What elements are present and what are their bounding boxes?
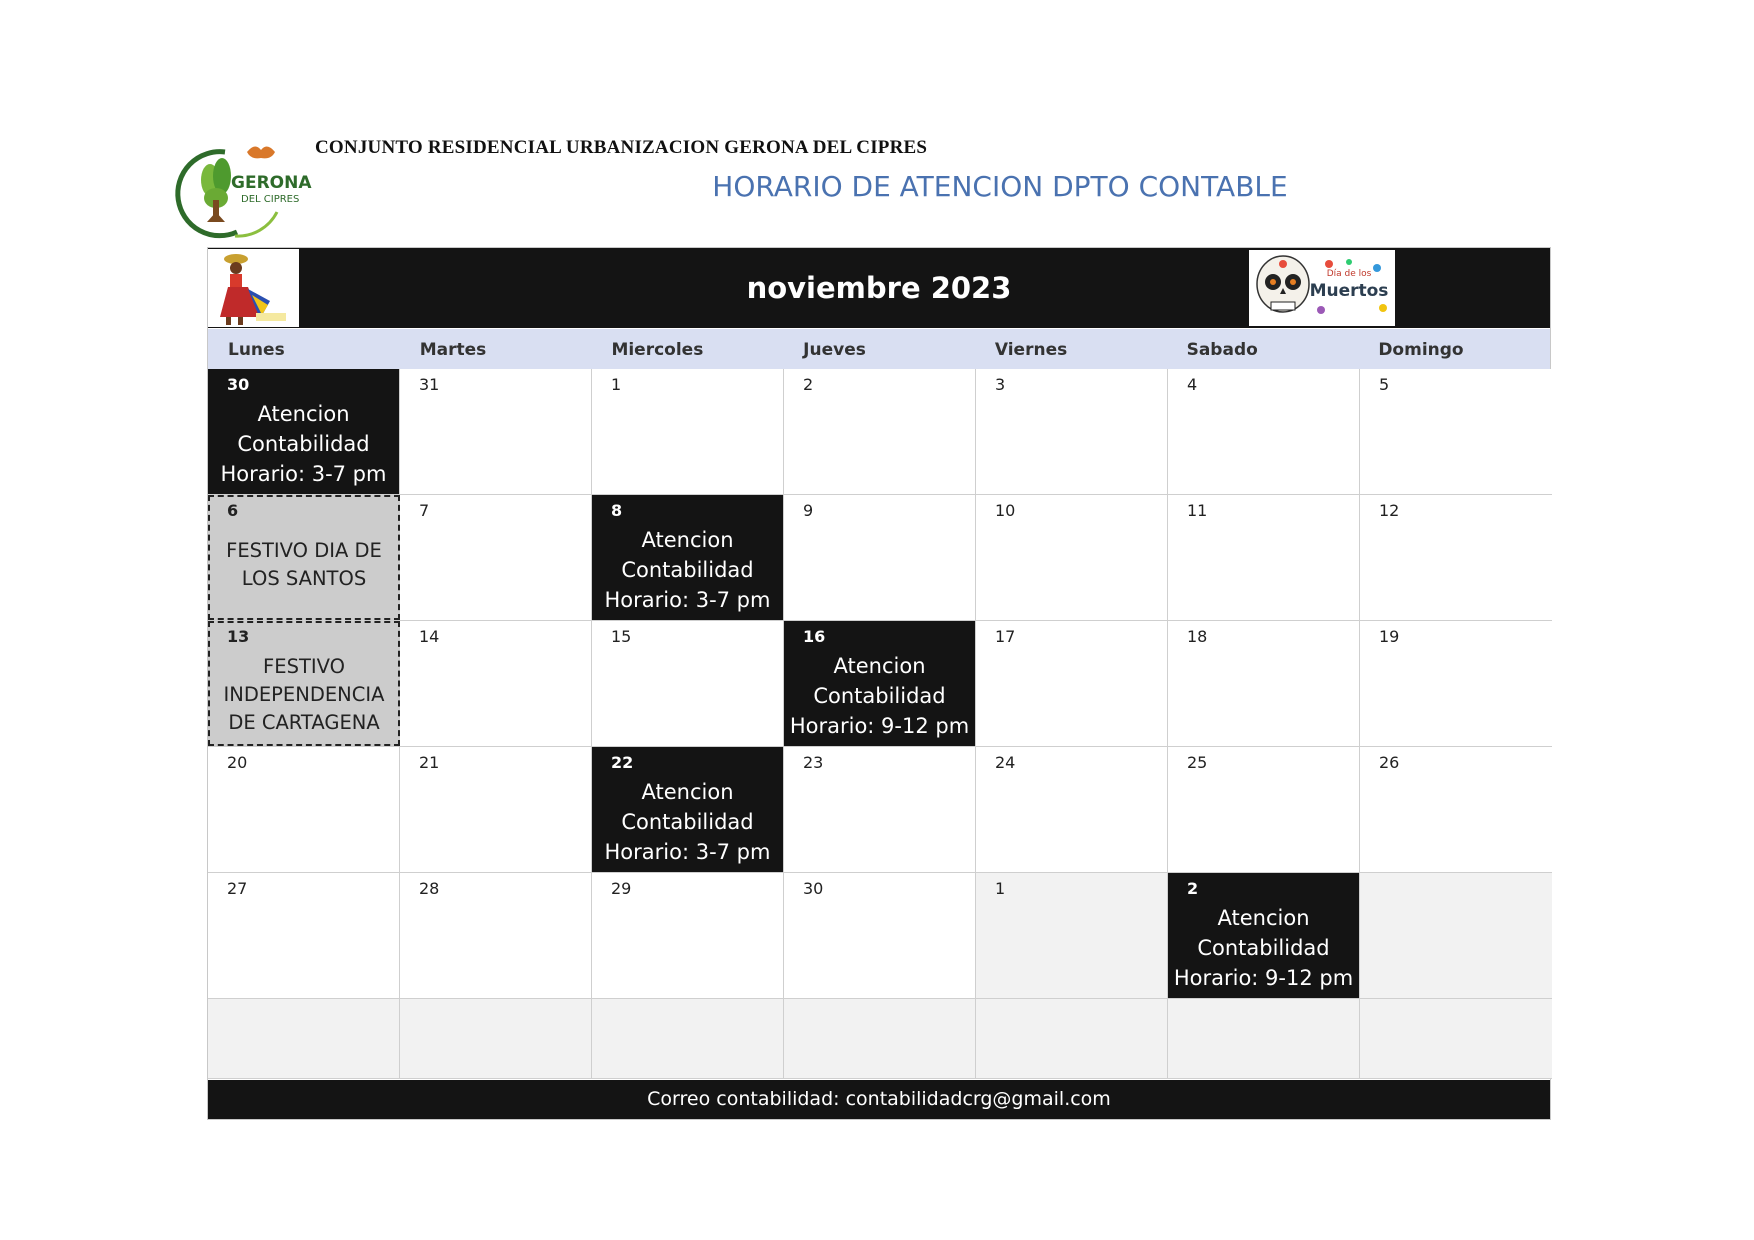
day-number: 7 — [419, 501, 430, 520]
event-text-line: Contabilidad — [1197, 936, 1330, 960]
day-cell — [1360, 369, 1552, 494]
day-number: 26 — [1379, 753, 1400, 772]
day-cell — [592, 495, 784, 620]
day-cell — [592, 873, 784, 998]
event-text-line: Horario: 3-7 pm — [604, 588, 771, 612]
event-text-line: INDEPENDENCIA — [223, 683, 385, 706]
day-number: 31 — [419, 375, 440, 394]
empty-day-cell — [784, 999, 976, 1078]
day-cell — [400, 747, 592, 872]
day-cell — [208, 747, 400, 872]
day-number: 16 — [803, 627, 826, 646]
page-title: HORARIO DE ATENCION DPTO CONTABLE — [712, 170, 1288, 203]
day-cell — [1168, 369, 1360, 494]
day-cell — [1360, 747, 1552, 872]
svg-text:GERONA: GERONA — [231, 173, 312, 193]
event-text-line: Horario: 3-7 pm — [220, 462, 387, 486]
event-text-line: Atencion — [833, 654, 926, 678]
attention-schedule-event — [784, 651, 975, 741]
day-cell — [784, 621, 976, 746]
day-number: 21 — [419, 753, 440, 772]
day-number: 11 — [1187, 501, 1208, 520]
day-number: 24 — [995, 753, 1016, 772]
day-number: 20 — [227, 753, 248, 772]
day-number: 13 — [227, 627, 250, 646]
day-cell — [976, 495, 1168, 620]
day-number: 22 — [611, 753, 634, 772]
event-text-line: Horario: 9-12 pm — [789, 714, 970, 738]
empty-day-cell — [400, 999, 592, 1078]
weekday-header-row — [208, 329, 1550, 369]
gerona-logo — [165, 140, 315, 240]
day-cell — [1360, 495, 1552, 620]
day-number: 18 — [1187, 627, 1208, 646]
holiday-label — [210, 537, 398, 593]
svg-text:Muertos: Muertos — [1309, 281, 1389, 301]
day-cell — [976, 621, 1168, 746]
day-cell — [208, 369, 400, 494]
weekday-domingo: Domingo — [1378, 340, 1464, 360]
calendar-week-row — [208, 369, 1552, 495]
day-number: 23 — [803, 753, 824, 772]
day-cell — [976, 369, 1168, 494]
attention-schedule-event — [592, 777, 783, 867]
calendar-grid — [208, 369, 1552, 1001]
weekday-sabado: Sabado — [1186, 340, 1258, 360]
event-text-line: FESTIVO DIA DE — [226, 539, 382, 562]
event-text-line: LOS SANTOS — [241, 567, 367, 590]
day-cell — [976, 873, 1168, 998]
day-cell — [592, 369, 784, 494]
weekday-lunes: Lunes — [228, 340, 285, 360]
day-number: 4 — [1187, 375, 1198, 394]
day-number: 8 — [611, 501, 623, 520]
event-text-line: Horario: 9-12 pm — [1173, 966, 1354, 990]
svg-text:DEL CIPRES: DEL CIPRES — [241, 194, 300, 205]
day-cell — [400, 495, 592, 620]
day-cell — [1168, 495, 1360, 620]
day-number: 15 — [611, 627, 632, 646]
day-of-the-dead-illustration — [1249, 250, 1395, 326]
calendar-week-row — [208, 747, 1552, 873]
day-cell — [1360, 873, 1552, 998]
day-number: 30 — [227, 375, 250, 394]
weekday-viernes: Viernes — [994, 340, 1068, 360]
event-text-line: Atencion — [257, 402, 350, 426]
day-number: 17 — [995, 627, 1016, 646]
empty-day-cell — [208, 999, 400, 1078]
day-cell — [208, 495, 400, 620]
event-text-line: Horario: 3-7 pm — [604, 840, 771, 864]
day-cell — [976, 747, 1168, 872]
monthly-calendar — [207, 247, 1551, 1120]
month-title: noviembre 2023 — [746, 271, 1012, 305]
month-header — [208, 248, 1550, 328]
event-text-line: Contabilidad — [621, 810, 754, 834]
calendar-week-row — [208, 621, 1552, 747]
day-cell — [208, 873, 400, 998]
day-number: 27 — [227, 879, 248, 898]
calendar-week-row — [208, 873, 1552, 999]
day-number: 9 — [803, 501, 814, 520]
day-number: 30 — [803, 879, 824, 898]
holiday-label — [210, 653, 398, 737]
event-text-line: FESTIVO — [263, 655, 345, 678]
day-number: 28 — [419, 879, 440, 898]
day-number: 19 — [1379, 627, 1400, 646]
day-cell — [400, 621, 592, 746]
day-cell — [1168, 621, 1360, 746]
day-number: 12 — [1379, 501, 1400, 520]
tree-logo-icon — [165, 140, 315, 240]
day-cell — [400, 873, 592, 998]
day-number: 5 — [1379, 375, 1390, 394]
event-text-line: Atencion — [641, 528, 734, 552]
svg-text:Día de los: Día de los — [1326, 269, 1372, 279]
empty-day-cell — [1168, 999, 1360, 1078]
event-text-line: Contabilidad — [813, 684, 946, 708]
event-text-line: DE CARTAGENA — [228, 711, 380, 734]
day-cell — [208, 621, 400, 746]
day-number: 25 — [1187, 753, 1208, 772]
empty-day-cell — [976, 999, 1168, 1078]
day-number: 6 — [227, 501, 239, 520]
calendar-week-row — [208, 495, 1552, 621]
event-text-line: Contabilidad — [621, 558, 754, 582]
weekday-martes: Martes — [419, 340, 487, 360]
weekday-jueves: Jueves — [803, 340, 866, 360]
calendar-blank-row — [208, 999, 1552, 1079]
organization-name: CONJUNTO RESIDENCIAL URBANIZACION GERONA DEL CIPRES — [315, 137, 928, 158]
weekday-miercoles: Miercoles — [611, 340, 704, 360]
day-cell — [1360, 621, 1552, 746]
day-cell — [592, 621, 784, 746]
footer-contact-email: Correo contabilidad: contabilidadcrg@gmail.com — [208, 1080, 1550, 1119]
day-number: 2 — [803, 375, 814, 394]
day-number: 2 — [1187, 879, 1199, 898]
day-cell — [1168, 873, 1360, 998]
day-number: 1 — [995, 879, 1006, 898]
day-cell — [592, 747, 784, 872]
day-number: 10 — [995, 501, 1016, 520]
attention-schedule-event — [1168, 903, 1359, 993]
day-number: 1 — [611, 375, 622, 394]
day-cell — [1168, 747, 1360, 872]
day-number: 29 — [611, 879, 632, 898]
attention-schedule-event — [208, 399, 399, 489]
event-text-line: Atencion — [641, 780, 734, 804]
attention-schedule-event — [592, 525, 783, 615]
event-text-line: Contabilidad — [237, 432, 370, 456]
empty-day-cell — [592, 999, 784, 1078]
empty-day-cell — [1360, 999, 1552, 1078]
day-cell — [784, 495, 976, 620]
day-cell — [784, 873, 976, 998]
day-cell — [784, 747, 976, 872]
event-text-line: Atencion — [1217, 906, 1310, 930]
day-cell — [784, 369, 976, 494]
day-cell — [400, 369, 592, 494]
day-number: 14 — [419, 627, 440, 646]
day-number: 3 — [995, 375, 1006, 394]
